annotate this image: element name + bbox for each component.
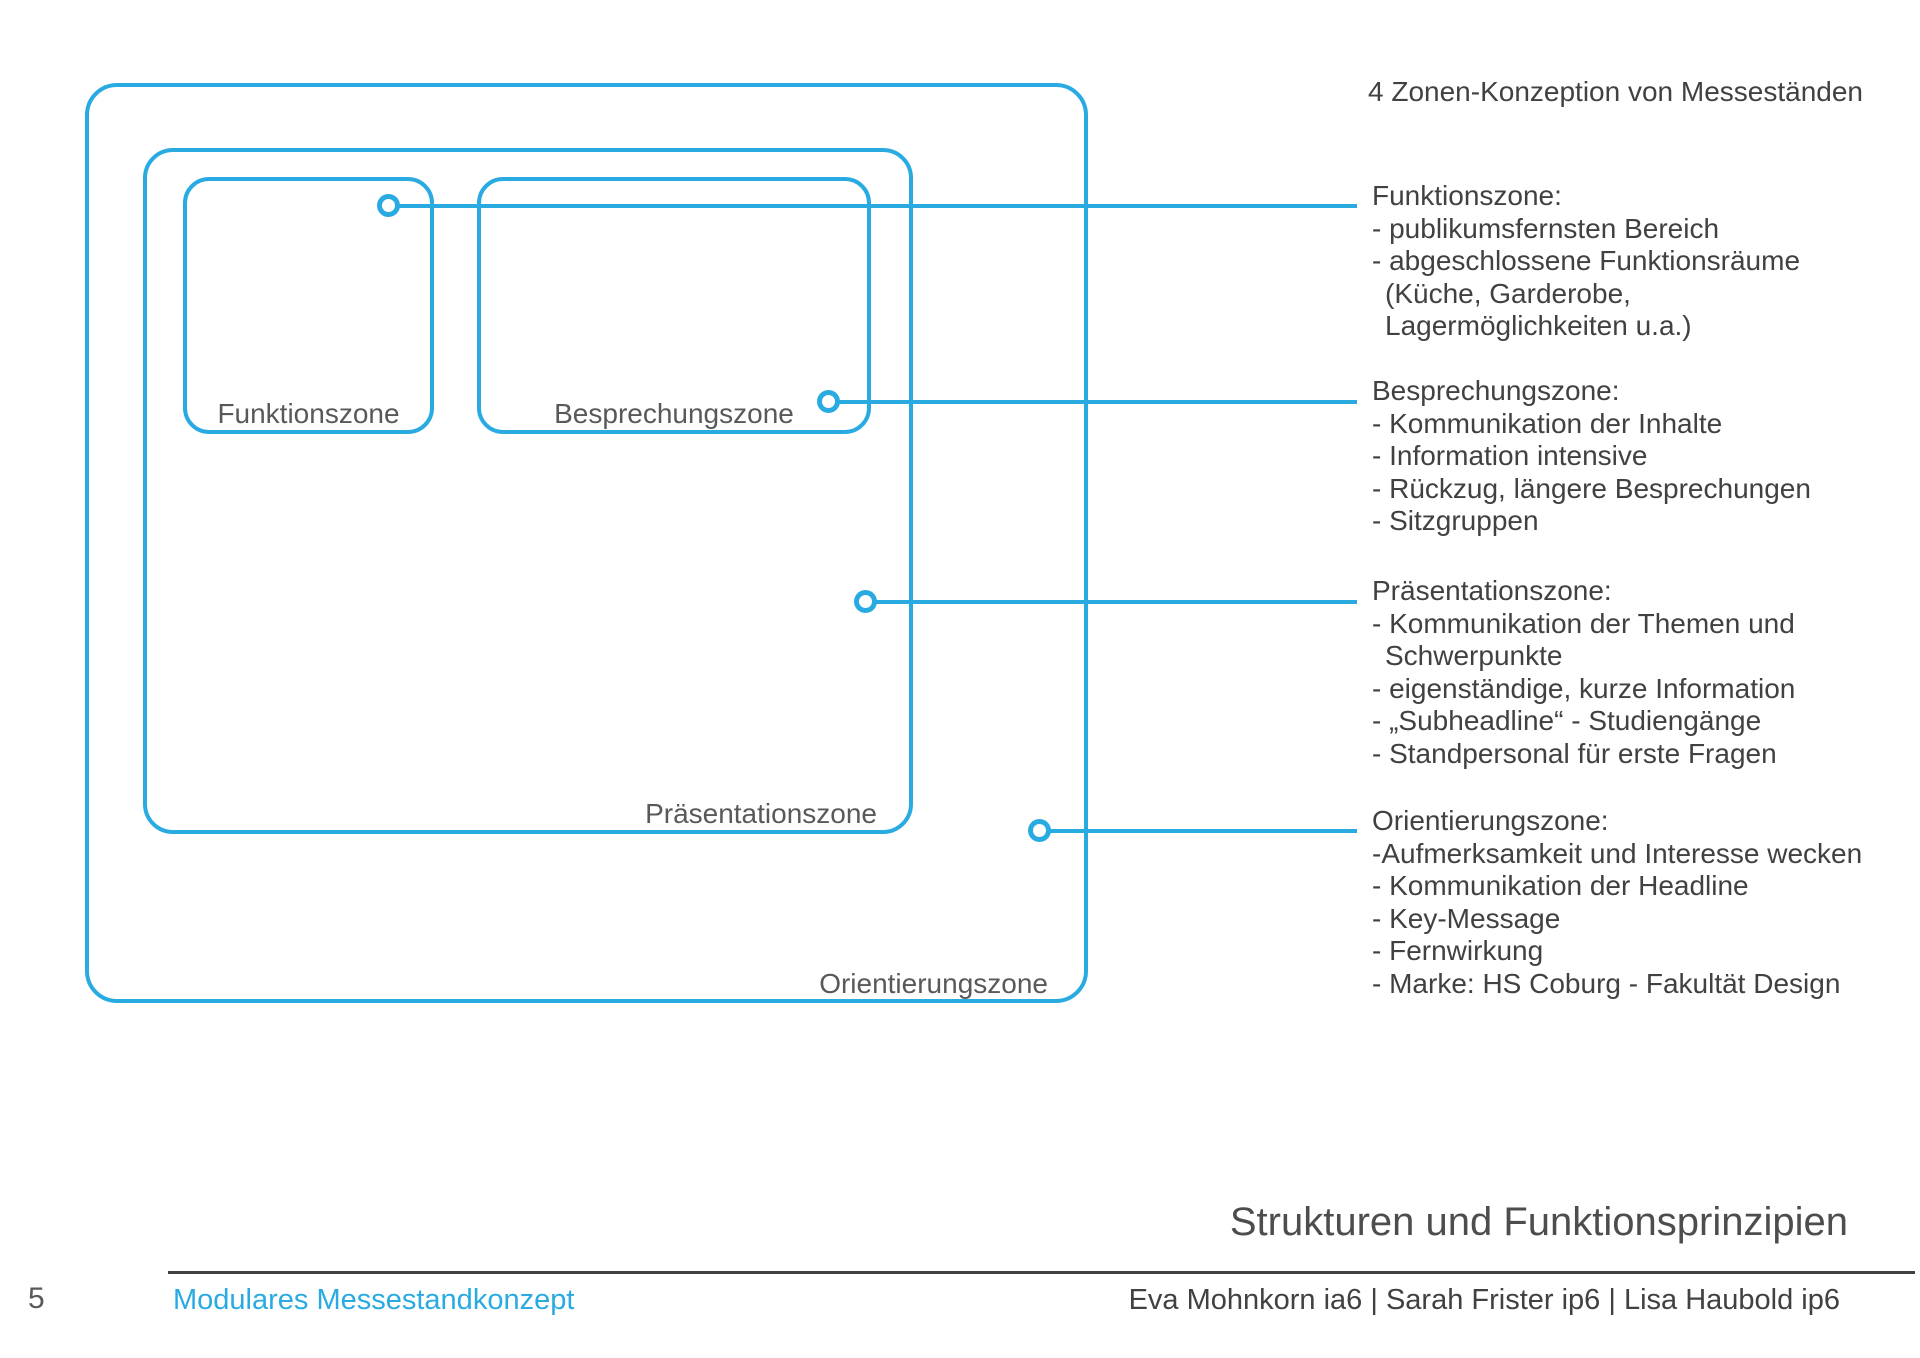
- page-title: 4 Zonen-Konzeption von Messeständen: [1368, 76, 1863, 107]
- annotation-line: - Standpersonal für erste Fragen: [1372, 737, 1777, 769]
- page-number: 5: [28, 1282, 45, 1315]
- annotation-heading: Orientierungszone:: [1372, 805, 1609, 836]
- annotation-line: Schwerpunkte: [1385, 640, 1563, 671]
- annotation-line: - Fernwirkung: [1372, 935, 1544, 966]
- zone-label-praesentationszone: Präsentationszone: [645, 798, 877, 829]
- connector-line-praesentationszone: [866, 600, 1357, 604]
- footer-project-title: Modulares Messestandkonzept: [173, 1284, 575, 1316]
- footer-authors: Eva Mohnkorn ia6 | Sarah Frister ip6 | Lisa Haubold ip6: [1128, 1284, 1840, 1316]
- annotation-line: - Kommunikation der Inhalte: [1372, 407, 1723, 439]
- connector-dot-orientierungszone: [1028, 819, 1051, 842]
- connector-dot-praesentationszone: [854, 590, 877, 613]
- section-title: Strukturen und Funktionsprinzipien: [1229, 1200, 1848, 1244]
- connector-dot-funktionszone: [377, 194, 400, 217]
- annotation-funktionszone: [1372, 180, 1800, 343]
- annotation-line: - „Subheadline“ - Studiengänge: [1372, 705, 1762, 736]
- zone-rect-besprechungszone: [477, 177, 871, 434]
- connector-line-funktionszone: [389, 204, 1357, 208]
- annotation-heading: Besprechungszone:: [1372, 375, 1620, 406]
- annotation-line: - Information intensive: [1372, 440, 1648, 471]
- annotation-line: -Aufmerksamkeit und Interesse wecken: [1372, 837, 1863, 869]
- annotation-line: - Marke: HS Coburg - Fakultät Design: [1372, 967, 1841, 999]
- annotation-line: Lagermöglichkeiten u.a.): [1385, 310, 1692, 341]
- annotation-line: - Rückzug, längere Besprechungen: [1372, 472, 1811, 504]
- connector-line-orientierungszone: [1040, 829, 1357, 833]
- annotation-line: - Key-Message: [1372, 902, 1561, 934]
- annotation-praesentationszone: [1372, 575, 1795, 770]
- annotation-line: (Küche, Garderobe,: [1385, 277, 1631, 309]
- zone-label-funktionszone: Funktionszone: [217, 398, 400, 429]
- annotation-line: - abgeschlossene Funktionsräume: [1372, 245, 1801, 276]
- annotation-line: - eigenständige, kurze Information: [1372, 672, 1796, 704]
- annotation-line: - Kommunikation der Themen und: [1372, 607, 1795, 639]
- connector-line-besprechungszone: [829, 400, 1357, 404]
- annotation-heading: Funktionszone:: [1372, 180, 1562, 211]
- annotation-orientierungszone: [1372, 805, 1862, 1000]
- zone-rect-funktionszone: [183, 177, 434, 434]
- footer-divider: [168, 1271, 1915, 1274]
- annotation-line: - Sitzgruppen: [1372, 505, 1539, 536]
- annotation-line: - publikumsfernsten Bereich: [1372, 212, 1720, 244]
- zone-label-orientierungszone: Orientierungszone: [819, 968, 1048, 999]
- annotation-heading: Präsentationszone:: [1372, 575, 1612, 606]
- annotation-besprechungszone: [1372, 375, 1811, 538]
- annotation-line: - Kommunikation der Headline: [1372, 870, 1749, 901]
- zone-label-besprechungszone: Besprechungszone: [554, 398, 794, 429]
